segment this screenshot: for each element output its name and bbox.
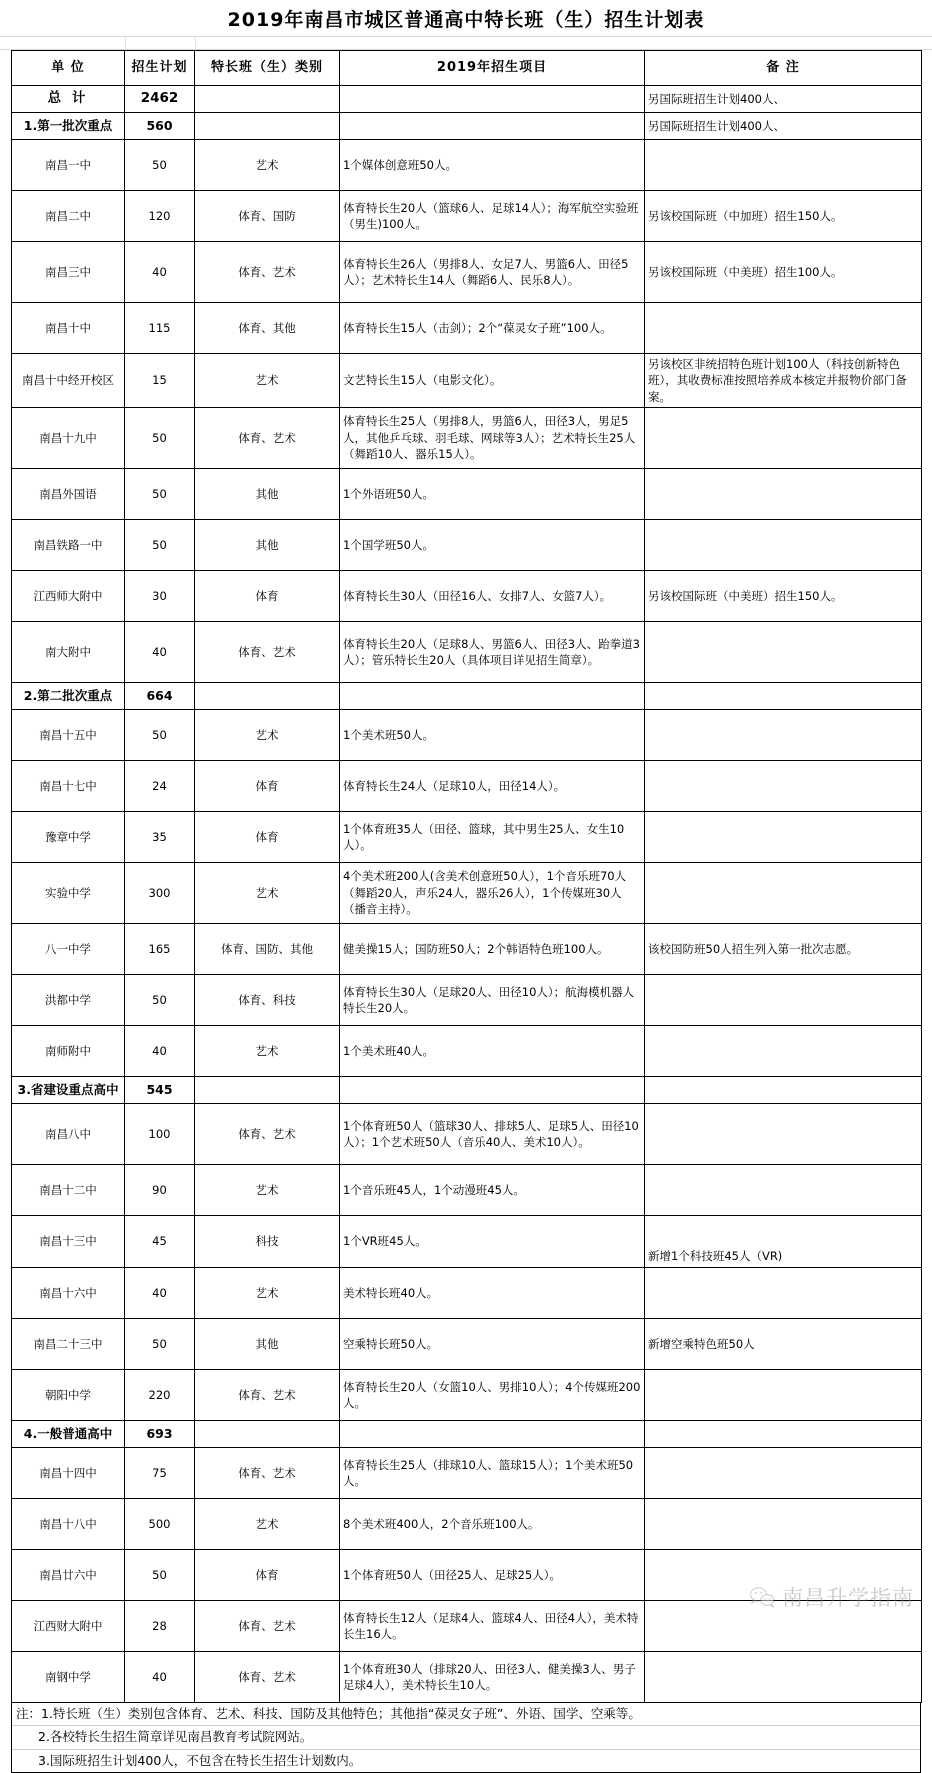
cell-remark xyxy=(645,1498,922,1549)
column-header-project: 2019年招生项目 xyxy=(340,51,645,86)
cell-category: 其他 xyxy=(195,519,340,570)
cell-project: 体育特长生15人（击剑）；2个“葆灵女子班”100人。 xyxy=(340,303,645,354)
table-row xyxy=(12,709,922,760)
cell-category xyxy=(195,1420,340,1447)
note-line-2: 2.各校特长生招生简章详见南昌教育考试院网站。 xyxy=(12,1726,920,1750)
cell-quota: 40 xyxy=(125,1025,195,1076)
cell-unit: 南大附中 xyxy=(12,621,125,682)
table-body xyxy=(12,86,922,1703)
cell-project: 体育特长生25人（男排8人，男篮6人，田径3人，男足5人，其他乒乓球、羽毛球、网球等3人）；艺术特长生25人（舞蹈10人、器乐15人）。 xyxy=(340,407,645,468)
cell-quota: 50 xyxy=(125,709,195,760)
cell-category: 体育 xyxy=(195,811,340,862)
table-row xyxy=(12,1369,922,1420)
column-header-quota: 招生计划 xyxy=(125,51,195,86)
group-row xyxy=(12,682,922,709)
cell-project xyxy=(340,1076,645,1103)
cell-unit: 南昌三中 xyxy=(12,242,125,303)
total-row xyxy=(12,86,922,113)
cell-category: 其他 xyxy=(195,468,340,519)
cell-remark xyxy=(645,1164,922,1215)
cell-quota: 50 xyxy=(125,519,195,570)
cell-category: 艺术 xyxy=(195,140,340,191)
table-row xyxy=(12,1318,922,1369)
cell-remark xyxy=(645,1447,922,1498)
cell-category xyxy=(195,86,340,113)
cell-quota: 24 xyxy=(125,760,195,811)
cell-unit: 南昌十三中 xyxy=(12,1215,125,1267)
group-row xyxy=(12,1420,922,1447)
cell-category: 艺术 xyxy=(195,862,340,923)
cell-project: 体育特长生12人（足球4人、篮球4人、田径4人），美术特长生16人。 xyxy=(340,1600,645,1651)
page-title: 2019年南昌市城区普通高中特长班（生）招生计划表 xyxy=(227,8,705,31)
cell-quota: 40 xyxy=(125,242,195,303)
cell-unit: 江西财大附中 xyxy=(12,1600,125,1651)
cell-quota: 50 xyxy=(125,468,195,519)
cell-unit: 南昌十二中 xyxy=(12,1164,125,1215)
table-row xyxy=(12,303,922,354)
table-header xyxy=(12,51,922,86)
cell-remark xyxy=(645,303,922,354)
cell-unit: 江西师大附中 xyxy=(12,570,125,621)
cell-category xyxy=(195,682,340,709)
cell-project: 体育特长生20人（足球8人、男篮6人、田径3人、跆拳道3人）；管乐特长生20人（具体项目详见招生简章）。 xyxy=(340,621,645,682)
cell-category: 体育、艺术 xyxy=(195,407,340,468)
column-header-remark: 备 注 xyxy=(645,51,922,86)
cell-unit: 4.一般普通高中 xyxy=(12,1420,125,1447)
cell-unit: 南昌十六中 xyxy=(12,1267,125,1318)
cell-category: 艺术 xyxy=(195,1267,340,1318)
cell-category: 体育 xyxy=(195,570,340,621)
cell-remark: 另该校国际班（中美班）招生100人。 xyxy=(645,242,922,303)
cell-remark: 另该校国际班（中加班）招生150人。 xyxy=(645,191,922,242)
table-row xyxy=(12,519,922,570)
cell-project: 1个体育班50人（篮球30人、排球5人、足球5人、田径10人）；1个艺术班50人（音乐40人、美术10人）。 xyxy=(340,1103,645,1164)
document-title-band xyxy=(0,0,932,37)
cell-unit: 八一中学 xyxy=(12,923,125,974)
cell-quota: 35 xyxy=(125,811,195,862)
cell-remark xyxy=(645,682,922,709)
cell-unit: 南昌十中经开校区 xyxy=(12,354,125,408)
cell-quota: 50 xyxy=(125,407,195,468)
table-row xyxy=(12,923,922,974)
cell-unit: 南钢中学 xyxy=(12,1651,125,1702)
cell-unit: 2.第二批次重点 xyxy=(12,682,125,709)
cell-category xyxy=(195,113,340,140)
table-row xyxy=(12,974,922,1025)
cell-unit: 3.省建设重点高中 xyxy=(12,1076,125,1103)
cell-project: 1个VR班45人。 xyxy=(340,1215,645,1267)
cell-remark xyxy=(645,974,922,1025)
table-row xyxy=(12,1549,922,1600)
cell-project: 1个外语班50人。 xyxy=(340,468,645,519)
cell-project: 健美操15人；国防班50人；2个韩语特色班100人。 xyxy=(340,923,645,974)
table-row xyxy=(12,621,922,682)
cell-category: 体育、国防 xyxy=(195,191,340,242)
cell-remark xyxy=(645,407,922,468)
header-row xyxy=(12,51,922,86)
table-row xyxy=(12,862,922,923)
cell-unit: 实验中学 xyxy=(12,862,125,923)
cell-category: 体育、科技 xyxy=(195,974,340,1025)
cell-quota: 15 xyxy=(125,354,195,408)
cell-category: 体育 xyxy=(195,760,340,811)
cell-quota: 115 xyxy=(125,303,195,354)
cell-remark xyxy=(645,1025,922,1076)
cell-project xyxy=(340,682,645,709)
cell-project: 体育特长生30人（足球20人、田径10人）；航海模机器人特长生20人。 xyxy=(340,974,645,1025)
cell-project: 1个美术班50人。 xyxy=(340,709,645,760)
table-row xyxy=(12,140,922,191)
cell-remark: 该校国防班50人招生列入第一批次志愿。 xyxy=(645,923,922,974)
cell-quota: 664 xyxy=(125,682,195,709)
cell-category: 体育、其他 xyxy=(195,303,340,354)
cell-unit: 南昌十四中 xyxy=(12,1447,125,1498)
cell-project xyxy=(340,86,645,113)
table-row xyxy=(12,354,922,408)
cell-quota: 28 xyxy=(125,1600,195,1651)
cell-unit: 南昌八中 xyxy=(12,1103,125,1164)
cell-category xyxy=(195,1076,340,1103)
table-row xyxy=(12,811,922,862)
cell-unit: 南昌十中 xyxy=(12,303,125,354)
cell-quota: 560 xyxy=(125,113,195,140)
cell-quota: 50 xyxy=(125,140,195,191)
cell-category: 体育、艺术 xyxy=(195,1103,340,1164)
cell-quota: 90 xyxy=(125,1164,195,1215)
cell-category: 体育、艺术 xyxy=(195,242,340,303)
cell-project: 文艺特长生15人（电影文化）。 xyxy=(340,354,645,408)
cell-remark xyxy=(645,1369,922,1420)
table-row xyxy=(12,242,922,303)
cell-project: 1个体育班35人（田径、篮球，其中男生25人、女生10人）。 xyxy=(340,811,645,862)
cell-remark xyxy=(645,1600,922,1651)
cell-remark: 新增空乘特色班50人 xyxy=(645,1318,922,1369)
footer-notes xyxy=(11,1703,921,1773)
cell-quota: 100 xyxy=(125,1103,195,1164)
cell-remark: 另该校国际班（中美班）招生150人。 xyxy=(645,570,922,621)
cell-category: 其他 xyxy=(195,1318,340,1369)
cell-unit: 总 计 xyxy=(12,86,125,113)
cell-category: 艺术 xyxy=(195,354,340,408)
cell-quota: 300 xyxy=(125,862,195,923)
table-row xyxy=(12,1447,922,1498)
column-header-unit: 单 位 xyxy=(12,51,125,86)
cell-quota: 545 xyxy=(125,1076,195,1103)
cell-remark xyxy=(645,709,922,760)
cell-project: 1个国学班50人。 xyxy=(340,519,645,570)
title-spacer-row xyxy=(0,37,932,50)
cell-remark xyxy=(645,811,922,862)
cell-remark xyxy=(645,621,922,682)
group-row xyxy=(12,1076,922,1103)
cell-remark xyxy=(645,519,922,570)
cell-category: 科技 xyxy=(195,1215,340,1267)
cell-project: 1个音乐班45人，1个动漫班45人。 xyxy=(340,1164,645,1215)
table-row xyxy=(12,1164,922,1215)
cell-quota: 40 xyxy=(125,621,195,682)
table-row xyxy=(12,1267,922,1318)
cell-remark xyxy=(645,140,922,191)
cell-category: 艺术 xyxy=(195,1498,340,1549)
table-row xyxy=(12,760,922,811)
cell-project: 1个体育班30人（排球20人、田径3人、健美操3人、男子足球4人），美术特长生10人。 xyxy=(340,1651,645,1702)
table-row xyxy=(12,1025,922,1076)
cell-quota: 120 xyxy=(125,191,195,242)
cell-category: 体育、国防、其他 xyxy=(195,923,340,974)
cell-remark xyxy=(645,1420,922,1447)
cell-project: 1个体育班50人（田径25人、足球25人）。 xyxy=(340,1549,645,1600)
cell-quota: 75 xyxy=(125,1447,195,1498)
cell-project: 体育特长生26人（男排8人、女足7人、男篮6人、田径5人）；艺术特长生14人（舞蹈6人、民乐8人）。 xyxy=(340,242,645,303)
column-header-category: 特长班（生）类别 xyxy=(195,51,340,86)
cell-project: 体育特长生25人（排球10人、篮球15人）；1个美术班50人。 xyxy=(340,1447,645,1498)
cell-remark: 新增1个科技班45人（VR) xyxy=(645,1215,922,1267)
cell-unit: 1.第一批次重点 xyxy=(12,113,125,140)
table-row xyxy=(12,1103,922,1164)
cell-unit: 朝阳中学 xyxy=(12,1369,125,1420)
cell-unit: 豫章中学 xyxy=(12,811,125,862)
admission-plan-table xyxy=(11,50,922,1703)
cell-category: 艺术 xyxy=(195,1164,340,1215)
cell-quota: 50 xyxy=(125,1549,195,1600)
cell-remark xyxy=(645,1651,922,1702)
cell-project: 4个美术班200人(含美术创意班50人），1个音乐班70人（舞蹈20人，声乐24人，器乐26人），1个传媒班30人（播音主持）。 xyxy=(340,862,645,923)
cell-unit: 南昌二十三中 xyxy=(12,1318,125,1369)
cell-remark xyxy=(645,468,922,519)
cell-remark: 另国际班招生计划400人、 xyxy=(645,113,922,140)
cell-quota: 220 xyxy=(125,1369,195,1420)
cell-remark xyxy=(645,1267,922,1318)
cell-unit: 南师附中 xyxy=(12,1025,125,1076)
note-line-3: 3.国际班招生计划400人，不包含在特长生招生计划数内。 xyxy=(38,1752,362,1768)
table-row xyxy=(12,1498,922,1549)
cell-category: 体育、艺术 xyxy=(195,1447,340,1498)
cell-project: 体育特长生20人（女篮10人、男排10人）；4个传媒班200人。 xyxy=(340,1369,645,1420)
cell-unit: 南昌一中 xyxy=(12,140,125,191)
watermark-text: 南昌升学指南 xyxy=(782,1586,914,1610)
cell-quota: 30 xyxy=(125,570,195,621)
cell-category: 体育、艺术 xyxy=(195,621,340,682)
cell-unit: 南昌十五中 xyxy=(12,709,125,760)
cell-project: 8个美术班400人，2个音乐班100人。 xyxy=(340,1498,645,1549)
cell-unit: 南昌廿六中 xyxy=(12,1549,125,1600)
cell-unit: 南昌外国语 xyxy=(12,468,125,519)
table-row xyxy=(12,191,922,242)
cell-remark xyxy=(645,862,922,923)
cell-quota: 50 xyxy=(125,1318,195,1369)
cell-unit: 洪都中学 xyxy=(12,974,125,1025)
cell-category: 体育 xyxy=(195,1549,340,1600)
cell-quota: 2462 xyxy=(125,86,195,113)
cell-quota: 40 xyxy=(125,1267,195,1318)
cell-project: 1个媒体创意班50人。 xyxy=(340,140,645,191)
cell-category: 艺术 xyxy=(195,709,340,760)
cell-unit: 南昌十八中 xyxy=(12,1498,125,1549)
group-row xyxy=(12,113,922,140)
cell-category: 体育、艺术 xyxy=(195,1369,340,1420)
cell-project: 1个美术班40人。 xyxy=(340,1025,645,1076)
cell-unit: 南昌十九中 xyxy=(12,407,125,468)
cell-quota: 165 xyxy=(125,923,195,974)
cell-quota: 50 xyxy=(125,974,195,1025)
table-row xyxy=(12,407,922,468)
cell-project: 美术特长班40人。 xyxy=(340,1267,645,1318)
cell-category: 体育、艺术 xyxy=(195,1651,340,1702)
cell-project: 空乘特长班50人。 xyxy=(340,1318,645,1369)
cell-quota: 500 xyxy=(125,1498,195,1549)
cell-quota: 693 xyxy=(125,1420,195,1447)
table-row xyxy=(12,1651,922,1702)
cell-quota: 40 xyxy=(125,1651,195,1702)
cell-project: 体育特长生20人（篮球6人、足球14人）；海军航空实验班（男生)100人。 xyxy=(340,191,645,242)
cell-unit: 南昌二中 xyxy=(12,191,125,242)
cell-unit: 南昌十七中 xyxy=(12,760,125,811)
cell-category: 体育、艺术 xyxy=(195,1600,340,1651)
cell-remark xyxy=(645,1076,922,1103)
cell-remark xyxy=(645,1549,922,1600)
cell-quota: 45 xyxy=(125,1215,195,1267)
cell-project: 体育特长生24人（足球10人，田径14人）。 xyxy=(340,760,645,811)
cell-project xyxy=(340,1420,645,1447)
table-row xyxy=(12,468,922,519)
table-row xyxy=(12,1215,922,1267)
cell-remark xyxy=(645,1103,922,1164)
note-line-1: 注：1.特长班（生）类别包含体育、艺术、科技、国防及其他特色；其他指“葆灵女子班”、外语、国学、空乘等。 xyxy=(12,1703,920,1727)
cell-project: 体育特长生30人（田径16人、女排7人、女篮7人）。 xyxy=(340,570,645,621)
table-row xyxy=(12,1600,922,1651)
cell-category: 艺术 xyxy=(195,1025,340,1076)
cell-remark: 另国际班招生计划400人、 xyxy=(645,86,922,113)
cell-project xyxy=(340,113,645,140)
cell-unit: 南昌铁路一中 xyxy=(12,519,125,570)
cell-remark xyxy=(645,760,922,811)
table-row xyxy=(12,570,922,621)
cell-remark: 另该校区非统招特色班计划100人（科技创新特色班），其收费标准按照培养成本核定并报物价部门备案。 xyxy=(645,354,922,408)
